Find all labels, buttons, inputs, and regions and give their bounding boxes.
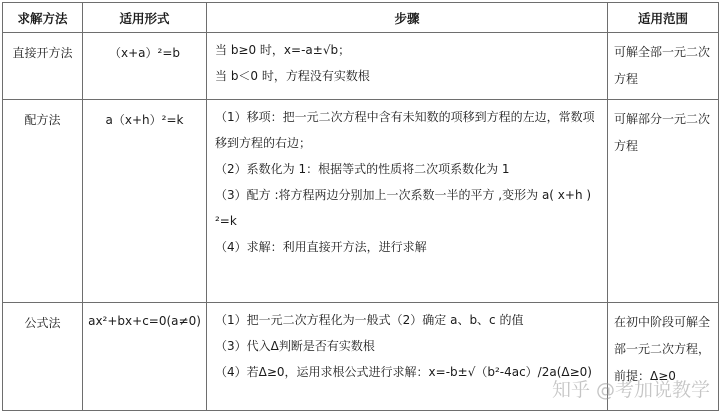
- header-range: 适用范围: [608, 3, 719, 33]
- method-cell: 直接开方法: [3, 33, 83, 100]
- step-line: （3）配方 :将方程两边分别加上一次系数一半的平方 ,变形为 a( x+h ) ²=k: [215, 188, 592, 228]
- watermark: 知乎 @考加说教学: [551, 379, 710, 401]
- table-row: [3, 100, 719, 303]
- step-line: （4）求解：利用直接开方法，进行求解: [215, 240, 427, 254]
- header-steps: 步骤: [207, 3, 608, 33]
- step-line: 当 b≥0 时，x=-a±√b；: [215, 43, 351, 57]
- form-cell: ax²+bx+c=0(a≠0): [83, 303, 207, 411]
- header-form: 适用形式: [83, 3, 207, 33]
- table-row: [3, 33, 719, 100]
- step-line: （1）把一元二次方程化为一般式（2）确定 a、b、c 的值: [215, 313, 524, 327]
- step-line: 当 b＜0 时，方程没有实数根: [215, 69, 370, 83]
- method-cell: 配方法: [3, 100, 83, 303]
- form-cell: （x+a）²=b: [83, 33, 207, 100]
- header-method: 求解方法: [3, 3, 83, 33]
- step-line: （2）系数化为 1：根据等式的性质将二次项系数化为 1: [215, 162, 510, 176]
- form-cell: a（x+h）²=k: [83, 100, 207, 303]
- step-line: （1）移项：把一元二次方程中含有未知数的项移到方程的左边，常数项移到方程的右边；: [215, 110, 595, 150]
- step-line: （3）代入Δ判断是否有实数根: [215, 339, 375, 353]
- steps-cell: [207, 303, 608, 411]
- range-cell: 可解部分一元二次方程: [608, 100, 719, 303]
- steps-cell: [207, 100, 608, 303]
- header-row: [3, 3, 719, 33]
- range-cell: 可解全部一元二次方程: [608, 33, 719, 100]
- methods-table: [2, 2, 719, 411]
- method-cell: 公式法: [3, 303, 83, 411]
- steps-cell: [207, 33, 608, 100]
- range-cell: 在初中阶段可解全部一元二次方程，前提：Δ≥0: [608, 303, 719, 411]
- table-row: [3, 303, 719, 411]
- step-line: （4）若Δ≥0，运用求根公式进行求解：x=-b±√（b²-4ac）/2a(Δ≥0): [215, 365, 592, 379]
